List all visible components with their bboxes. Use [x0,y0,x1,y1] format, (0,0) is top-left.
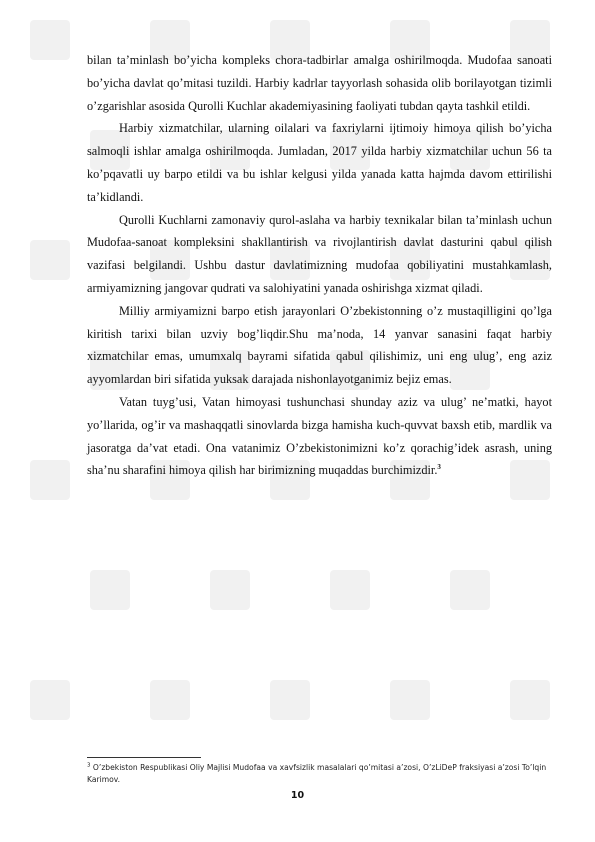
paragraph-5: Vatan tuyg’usi, Vatan himoyasi tushunchasi shunday aziz va ulug’ ne’matki, hayot yo’llarida, og’ir va mashaqqatli sinovlarda bizga hamisha kuch-quvvat baxsh etib, mardlik va jasoratga da’vat etadi. Ona vatanimiz O’zbekistonimizni ko’z qorachig’idek asrash, uning sha’nu sharafini himoya qilish har birimizning muqaddas burchimizdir. [87,394,552,478]
footnote [87,762,557,786]
footnote-number: 3 [87,762,91,769]
paragraph-1: bilan ta’minlash bo’yicha kompleks chora-tadbirlar amalga oshirilmoqda. Mudofaa sanoati bo’yicha davlat qo’mitasi tuzildi. Harbiy kadrlar tayyorlash sohasida olib borilayotgan tizimli o’zgarishlar asosida Qurolli Kuchlar akademiyasining faoliyati tubdan qayta tashkil etildi. [87,53,552,113]
page-number: 10 [290,790,305,801]
paragraph-4: Milliy armiyamizni barpo etish jarayonlari O’zbekistonning o’z mustaqilligini qo’lga kiritish tarixi bilan uzviy bog’liqdir.Shu ma’noda, 14 yanvar sanasini faqat harbiy xizmatchilar emas, umumxalq bayrami sifatida qabul qilishimiz, uni eng ulug’, eng aziz ayyomlardan biri sifatida yuksak darajada nishonlayotganimiz bejiz emas. [87,303,552,387]
footnote-separator [87,757,201,758]
footnote-reference[interactable]: 3 [437,463,441,472]
paragraph-2: Harbiy xizmatchilar, ularning oilalari va faxriylarni ijtimoiy himoya qilish bo’yicha salmoqli ishlar amalga oshirilmoqda. Jumladan, 2017 yilda harbiy xizmatchilar uchun 56 ta ko’pqavatli uy barpo etildi va bu ishlar kelgusi yilda yanada katta hajmda davom ettirilishi ta’kidlandi. [87,121,552,204]
body-text [87,49,552,482]
footnote-text: O’zbekiston Respublikasi Oliy Majlisi Mudofaa va xavfsizlik masalalari qo’mitasi a’zosi, O’zLiDeP fraksiyasi a’zosi To’lqin Karimov. [87,763,547,784]
paragraph-5-container [87,391,552,482]
paragraph-3: Qurolli Kuchlarni zamonaviy qurol-aslaha va harbiy texnikalar bilan ta’minlash uchun Mudofaa-sanoat kompleksini shakllantirish va rivojlantirish davlat dasturini qabul qilish vazifasi belgilandi. Ushbu dastur davlatimizning mudofaa qobiliyatini mustahkamlash, armiyamizning jangovar qudrati va salohiyatini yanada oshirishga xizmat qiladi. [87,212,552,295]
